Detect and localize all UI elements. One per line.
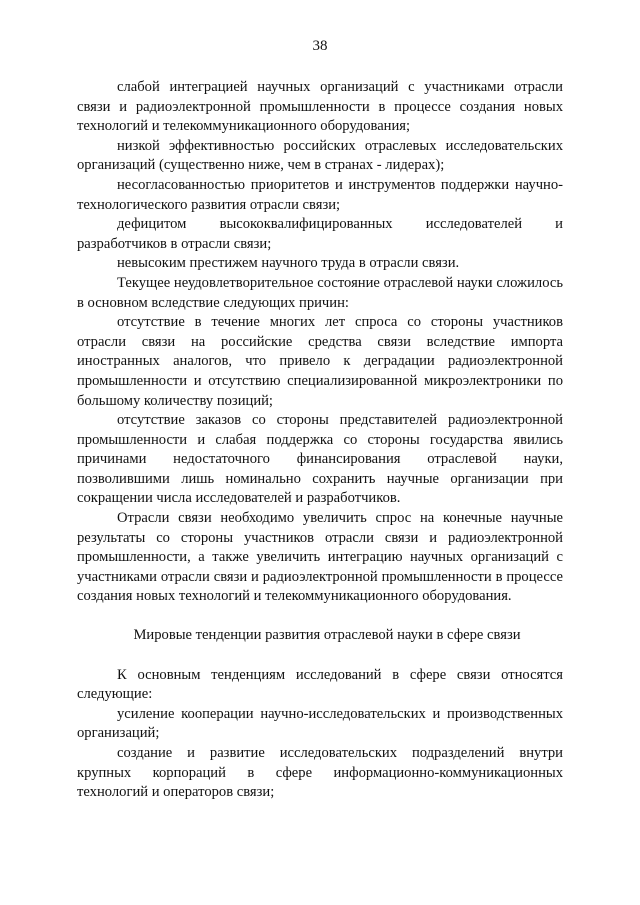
paragraph: слабой интеграцией научных организаций с участниками отрасли связи и радиоэлектронной промышленности в процессе создания новых технологий и телекоммуникационного оборудования; [77,79,563,135]
paragraph: несогласованностью приоритетов и инструментов поддержки научно-технологического развития отрасли связи; [77,176,563,213]
paragraph: невысоким престижем научного труда в отрасли связи. [117,255,460,272]
paragraph: К основным тенденциям исследований в сфере связи относятся следующие: [77,666,563,703]
paragraph: Отрасли связи необходимо увеличить спрос на конечные научные результаты со стороны участников отрасли связи и радиоэлектронной промышленности, а также увеличить интеграцию научных организаций с участниками отрасли связи и радиоэлектронной промышленности в процессе создания новых технологий и телекоммуникационного оборудования. [77,510,563,605]
page-number: 38 [312,38,328,54]
paragraph: создание и развитие исследовательских подразделений внутри крупных корпораций в сфере информационно-коммуникационных технологий и операторов связи; [77,745,563,801]
paragraph: отсутствие в течение многих лет спроса со стороны участников отрасли связи на российские средства связи вследствие импорта иностранных аналогов, что привело к деградации радиоэлектронной промышленности и отсутствию специализированной микроэлектроники по большому количеству позиций; [77,314,563,409]
document-body [77,78,563,803]
paragraph: усиление кооперации научно-исследовательских и производственных организаций; [77,705,563,742]
section-heading: Мировые тенденции развития отраслевой науки в сфере связи [133,627,521,644]
paragraph: отсутствие заказов со стороны представителей радиоэлектронной промышленности и слабая поддержка со стороны государства явились причинами недостаточного финансирования отраслевой науки, позволившими лишь номинально сохранить научные организации при сокращении числа исследователей и разработчиков. [77,412,563,507]
paragraph: низкой эффективностью российских отраслевых исследовательских организаций (существенно ниже, чем в странах - лидерах); [77,137,563,174]
paragraph: Текущее неудовлетворительное состояние отраслевой науки сложилось в основном вследствие следующих причин: [77,274,563,311]
paragraph: дефицитом высококвалифицированных исследователей и разработчиков в отрасли связи; [77,216,563,252]
